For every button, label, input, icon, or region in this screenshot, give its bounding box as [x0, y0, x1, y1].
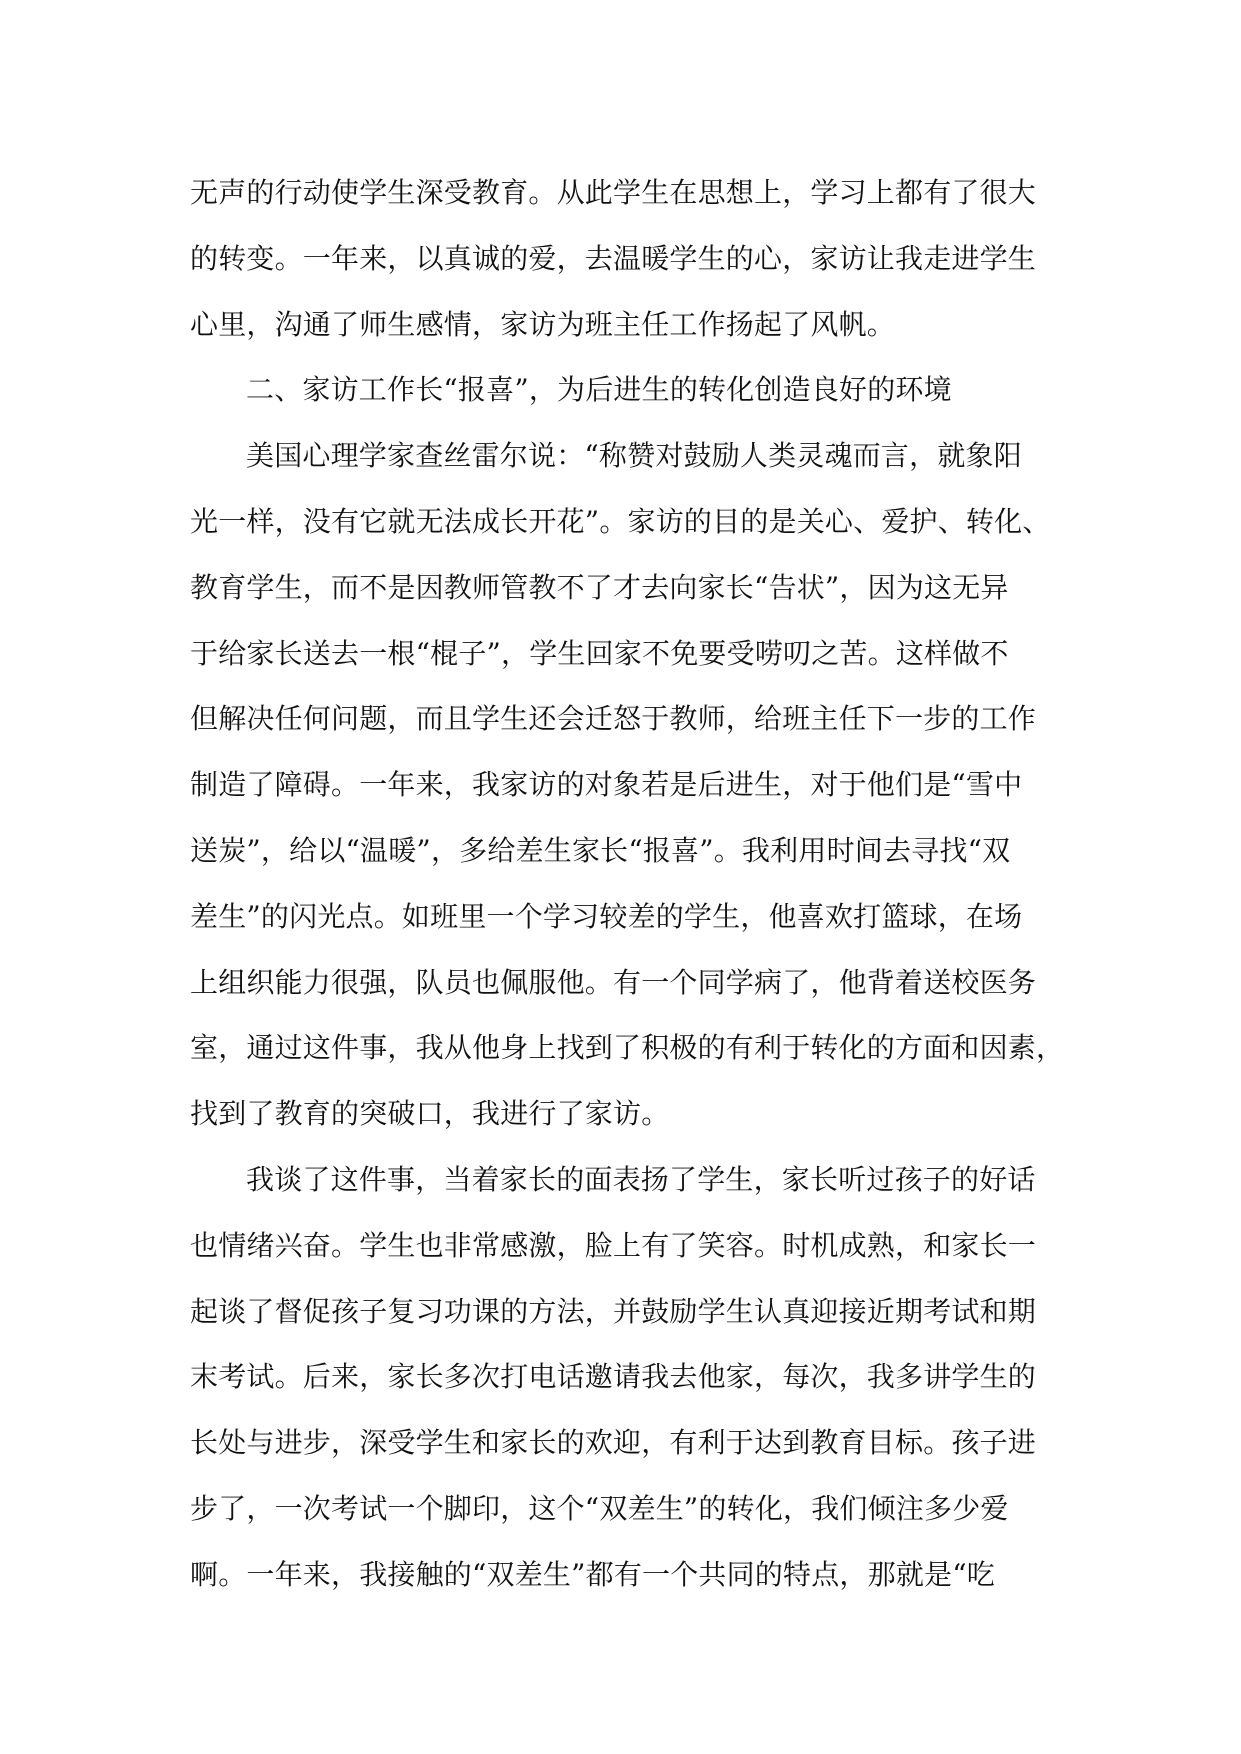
section-heading: 二、家访工作长“报喜”，为后进生的转化创造良好的环境 — [246, 373, 952, 407]
text-line: 的转变。一年来，以真诚的爱，去温暖学生的心，家访让我走进学生 — [190, 241, 1037, 275]
text-line: 于给家长送去一根“棍子”，学生回家不免要受唠叨之苦。这样做不 — [190, 636, 1009, 670]
text-line: 起谈了督促孩子复习功课的方法，并鼓励学生认真迎接近期考试和期 — [190, 1294, 1037, 1328]
text-line: 我谈了这件事，当着家长的面表扬了学生，家长听过孩子的好话 — [246, 1162, 1036, 1196]
text-line: 长处与进步，深受学生和家长的欢迎，有利于达到教育目标。孩子进 — [190, 1426, 1037, 1460]
text-line: 差生”的闪光点。如班里一个学习较差的学生，他喜欢打篮球，在场 — [190, 899, 1023, 933]
text-line: 无声的行动使学生深受教育。从此学生在思想上，学习上都有了很大 — [190, 176, 1037, 209]
text-line: 啊。一年来，我接触的“双差生”都有一个共同的特点，那就是“吃 — [190, 1557, 995, 1591]
text-line: 送炭”，给以“温暖”，多给差生家长“报喜”。我利用时间去寻找“双 — [190, 833, 1011, 867]
document-body — [190, 160, 1065, 1608]
text-line: 但解决任何问题，而且学生还会迁怒于教师，给班主任下一步的工作 — [190, 702, 1037, 736]
text-line: 上组织能力很强，队员也佩服他。有一个同学病了，他背着送校医务 — [190, 965, 1037, 999]
text-line: 教育学生，而不是因教师管教不了才去向家长“告状”，因为这无异 — [190, 570, 1009, 604]
text-line: 心里，沟通了师生感情，家访为班主任工作扬起了风帆。 — [190, 307, 896, 341]
text-line: 美国心理学家查丝雷尔说：“称赞对鼓励人类灵魂而言，就象阳 — [246, 439, 1022, 473]
text-line: 光一样，没有它就无法成长开花”。家访的目的是关心、爱护、转化、 — [190, 504, 1051, 538]
text-line: 也情绪兴奋。学生也非常感激，脸上有了笑容。时机成熟，和家长一 — [190, 1228, 1037, 1262]
text-line: 制造了障碍。一年来，我家访的对象若是后进生，对于他们是“雪中 — [190, 768, 1023, 802]
text-line: 室，通过这件事，我从他身上找到了积极的有利于转化的方面和因素， — [190, 1031, 1065, 1065]
text-line: 找到了教育的突破口，我进行了家访。 — [190, 1097, 670, 1131]
text-line: 末考试。后来，家长多次打电话邀请我去他家，每次，我多讲学生的 — [190, 1360, 1037, 1394]
text-line: 步了，一次考试一个脚印，这个“双差生”的转化，我们倾注多少爱 — [190, 1491, 1009, 1525]
